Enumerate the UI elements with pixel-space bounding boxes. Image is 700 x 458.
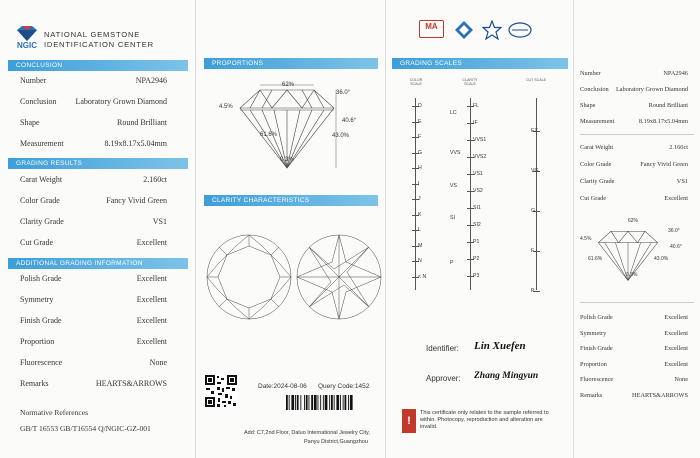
color-scale-grade: J — [418, 196, 421, 202]
clarity-scale-grade: P1 — [473, 239, 480, 245]
proportions-header: PROPORTIONS — [204, 58, 378, 69]
summary-crown-angle: 36.0° — [668, 228, 680, 234]
row-conclusion — [20, 97, 167, 106]
summary-cut-grade-label: Cut Grade — [580, 195, 607, 202]
oval-cert-icon — [508, 21, 532, 39]
color-scale-grade: < N — [418, 273, 427, 280]
summary-cut-grade — [580, 195, 688, 202]
disclaimer-text: This certificate only relates to the sample referred to within. Photocopy, reproduction and alteration are invalid. — [420, 410, 549, 430]
summary-divider-2 — [580, 302, 694, 303]
row-number — [20, 76, 167, 85]
crown-pct: 40.6° — [342, 118, 357, 124]
summary-color-grade — [580, 161, 688, 168]
cma-logo-text: MA — [425, 22, 438, 31]
summary-symmetry — [580, 330, 688, 337]
color-scale-grade: L — [418, 227, 421, 233]
row-number-value: NPA2946 — [135, 76, 167, 85]
row-fluorescence-label: Fluorescence — [20, 358, 63, 367]
star-cert-icon — [482, 20, 502, 40]
row-carat-weight-label: Carat Weight — [20, 175, 63, 184]
pavilion-angle: 43.0% — [332, 133, 350, 139]
summary-pavilion-angle: 43.0% — [654, 256, 669, 262]
color-scale-grade: I — [418, 180, 420, 187]
summary-symmetry-value: Excellent — [664, 329, 688, 337]
row-fluorescence — [20, 358, 167, 367]
cut-scale-grade: VG — [531, 168, 539, 174]
summary-clarity-grade-label: Clarity Grade — [580, 178, 615, 185]
clarity-scale-grade: IF — [473, 120, 478, 126]
table-pct: 62% — [282, 82, 295, 88]
row-conclusion-label: Conclusion — [20, 97, 57, 106]
warning-icon: ! — [402, 409, 416, 433]
date-field — [258, 383, 307, 390]
row-clarity-grade — [20, 217, 167, 226]
summary-crown-pct: 40.6° — [670, 244, 682, 250]
row-polish-grade-value: Excellent — [136, 274, 167, 283]
summary-proportion-label: Proportion — [580, 360, 607, 368]
summary-shape-label: Shape — [580, 102, 596, 109]
org-name — [44, 30, 154, 50]
summary-symmetry-label: Symmetry — [580, 329, 607, 337]
row-remarks — [20, 379, 167, 388]
row-carat-weight — [20, 175, 167, 184]
summary-measurement — [580, 118, 688, 125]
clarity-scale-grade: VS1 — [473, 171, 483, 177]
date-label: Date: — [258, 383, 274, 390]
summary-finish-grade-value: Excellent — [664, 345, 688, 352]
clarity-scale-grade: SI2 — [473, 222, 481, 228]
summary-remarks — [580, 392, 688, 399]
row-proportion-label: Proportion — [20, 337, 55, 346]
culet-pct: 0.3% — [280, 157, 294, 163]
color-scale-title: COLOR SCALE — [409, 78, 423, 86]
summary-conclusion-label: Conclusion — [580, 86, 609, 93]
pavilion-view-diagram — [294, 232, 384, 322]
query-label: Query Code: — [318, 383, 355, 390]
clarity-scale-grade: SI1 — [473, 205, 481, 211]
cut-scale-grade: P — [531, 288, 535, 294]
color-scale-grade: M — [418, 242, 423, 249]
summary-measurement-value: 8.19x8.17x5.04mm — [638, 118, 688, 125]
summary-measurement-label: Measurement — [580, 118, 615, 125]
row-finish-grade-value: Excellent — [136, 316, 167, 325]
summary-polish-grade — [580, 314, 688, 321]
address-text: C7,2nd Floor, Daluo International Jewelry City, — [256, 430, 370, 436]
depth-pct: 61.6% — [260, 132, 278, 138]
crown-angle: 36.0° — [336, 90, 351, 96]
clarity-group-label: P — [450, 260, 454, 266]
row-color-grade-value: Fancy Vivid Green — [106, 196, 167, 205]
summary-divider-1 — [580, 134, 694, 135]
summary-number-value: NPA2946 — [663, 70, 688, 77]
color-scale-grade: D — [418, 103, 422, 109]
summary-color-grade-value: Fancy Vivid Green — [640, 161, 688, 168]
ngic-diamond-icon — [14, 26, 40, 42]
row-cut-grade — [20, 238, 167, 247]
row-polish-grade-label: Polish Grade — [20, 274, 62, 283]
summary-fluorescence-value: None — [674, 376, 688, 383]
summary-fluorescence — [580, 376, 688, 383]
org-name-line2: IDENTIFICATION CENTER — [44, 40, 154, 49]
row-number-label: Number — [20, 76, 47, 85]
row-symmetry-label: Symmetry — [20, 295, 54, 304]
qr-code-icon — [204, 374, 238, 408]
clarity-group-label: LC — [450, 110, 457, 116]
row-clarity-grade-label: Clarity Grade — [20, 217, 64, 226]
row-polish-grade — [20, 274, 167, 283]
summary-carat-weight — [580, 144, 688, 151]
clarity-characteristics-header: CLARITY CHARACTERISTICS — [204, 195, 378, 206]
normative-title: Normative References — [20, 408, 89, 417]
row-symmetry-value: Excellent — [136, 295, 167, 304]
summary-clarity-grade — [580, 178, 688, 185]
grading-results-header: GRADING RESULTS — [8, 158, 188, 169]
additional-info-header: ADDITIONAL GRADING INFORMATION — [8, 258, 188, 269]
identifier-signature: Lin Xuefen — [474, 340, 526, 352]
clarity-group-label: VVS — [450, 150, 461, 156]
row-measurement-label: Measurement — [20, 139, 64, 148]
query-value: 1452 — [354, 383, 370, 390]
row-measurement-value: 8.19x8.17x5.04mm — [104, 139, 167, 148]
row-conclusion-value: Laboratory Grown Diamond — [75, 97, 167, 106]
row-carat-weight-value: 2.160ct — [143, 175, 167, 184]
summary-conclusion — [580, 86, 688, 93]
address-line2: Panyu District,Guangzhou — [304, 439, 368, 445]
approver-signature: Zhang Mingyun — [474, 371, 539, 381]
row-measurement — [20, 139, 167, 148]
row-finish-grade — [20, 316, 167, 325]
cut-scale-title: CUT SCALE — [525, 78, 547, 82]
row-shape-value: Round Brilliant — [117, 118, 167, 127]
clarity-scale-grade: VVS1 — [473, 137, 487, 143]
address-line1 — [244, 430, 370, 436]
cut-scale-axis — [536, 98, 537, 290]
summary-girdle-pct: 4.5% — [580, 236, 592, 242]
clarity-scale-axis — [470, 98, 471, 290]
clarity-group-label: SI — [450, 215, 455, 221]
row-shape — [20, 118, 167, 127]
summary-shape — [580, 102, 688, 109]
report-panel-diagrams — [196, 0, 386, 458]
clarity-group-label: VS — [450, 183, 457, 189]
summary-fluorescence-label: Fluorescence — [580, 376, 614, 383]
row-color-grade-label: Color Grade — [20, 196, 60, 205]
clarity-scale-grade: FL — [473, 103, 480, 109]
barcode-icon — [286, 395, 374, 410]
summary-proportion-value: Excellent — [664, 360, 688, 368]
summary-finish-grade-label: Finish Grade — [580, 345, 613, 352]
row-fluorescence-value: None — [149, 358, 167, 367]
org-name-line1: NATIONAL GEMSTONE — [44, 30, 141, 39]
summary-polish-grade-label: Polish Grade — [580, 314, 613, 321]
row-proportion-value: Excellent — [136, 337, 167, 346]
row-clarity-grade-value: VS1 — [152, 217, 167, 226]
org-abbr: NGIC — [17, 41, 37, 50]
summary-table-pct: 62% — [628, 218, 639, 224]
row-cut-grade-label: Cut Grade — [20, 238, 54, 247]
date-value: 2024-08-06 — [273, 383, 307, 390]
identifier-label: Identifier: — [426, 344, 459, 353]
summary-proportion — [580, 361, 688, 368]
report-panel-summary — [574, 0, 700, 458]
row-shape-label: Shape — [20, 118, 40, 127]
normative-refs: GB/T 16553 GB/T16554 Q/NGIC-GZ-001 — [20, 424, 151, 433]
clarity-scale-title: CLARITY SCALE — [462, 78, 478, 86]
summary-depth-pct: 61.6% — [588, 256, 603, 262]
color-scale-grade: G — [418, 149, 423, 156]
report-panel-scales — [386, 0, 574, 458]
summary-culet-pct: 0.3% — [626, 272, 638, 278]
summary-conclusion-value: Laboratory Grown Diamond — [615, 86, 688, 93]
conclusion-header: CONCLUSION — [8, 60, 188, 71]
color-scale-grade: E — [418, 118, 422, 125]
cut-scale-grade: EX — [531, 128, 538, 134]
row-symmetry — [20, 295, 167, 304]
cut-scale-grade: F — [531, 248, 535, 254]
color-scale-grade: F — [418, 134, 422, 140]
summary-cut-grade-value: Excellent — [664, 195, 688, 202]
row-finish-grade-label: Finish Grade — [20, 316, 62, 325]
query-field — [318, 383, 369, 390]
color-scale-grade: H — [418, 165, 422, 171]
clarity-scale-grade: P2 — [473, 256, 480, 262]
cut-scale-grade: G — [531, 208, 536, 214]
girdle-pct: 4.5% — [219, 104, 233, 110]
color-scale-grade: N — [418, 258, 422, 264]
summary-color-grade-label: Color Grade — [580, 161, 612, 168]
cma-logo — [419, 20, 444, 38]
grading-scales-header: GRADING SCALES — [392, 58, 568, 69]
approver-label: Approver: — [426, 374, 461, 383]
row-proportion — [20, 337, 167, 346]
summary-clarity-grade-value: VS1 — [676, 178, 688, 185]
color-scale-grade: K — [418, 211, 422, 218]
summary-remarks-value: HEARTS&ARROWS — [632, 391, 688, 399]
row-color-grade — [20, 196, 167, 205]
summary-carat-weight-value: 2.160ct — [669, 144, 688, 151]
address-label: Add: — [244, 430, 256, 436]
summary-number-label: Number — [580, 70, 601, 77]
summary-polish-grade-value: Excellent — [664, 314, 688, 321]
clarity-scale-grade: P3 — [473, 273, 480, 279]
report-panel-main — [0, 0, 196, 458]
clarity-scale-grade: VVS2 — [473, 154, 487, 160]
row-remarks-value: HEARTS&ARROWS — [95, 379, 167, 388]
summary-shape-value: Round Brilliant — [648, 102, 688, 109]
summary-number — [580, 70, 688, 77]
row-cut-grade-value: Excellent — [136, 238, 167, 247]
summary-remarks-label: Remarks — [580, 391, 603, 399]
clarity-scale-grade: VS2 — [473, 188, 483, 194]
row-remarks-label: Remarks — [20, 379, 49, 388]
crown-view-diagram — [204, 232, 294, 322]
diamond-cert-icon — [454, 20, 474, 40]
summary-finish-grade — [580, 345, 688, 352]
summary-carat-weight-label: Carat Weight — [580, 144, 614, 151]
